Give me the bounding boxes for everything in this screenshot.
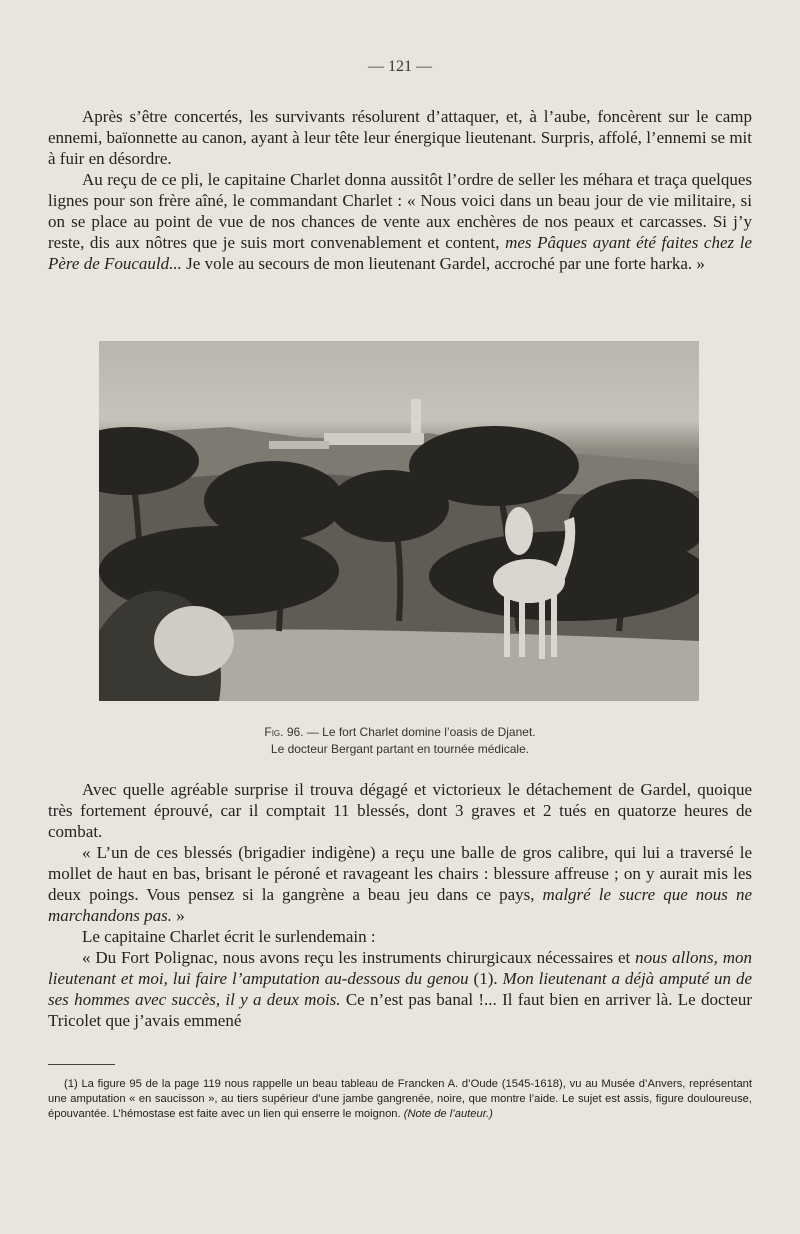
paragraph bbox=[48, 842, 752, 926]
italic-quote: mes Pâques ayant été faites chez le Père de Foucauld... bbox=[48, 233, 753, 273]
italic-text: nous allons, mon lieutenant et moi, lui faire l’amputation au-dessous du genou bbox=[48, 948, 752, 988]
footnote-paragraph bbox=[48, 1077, 752, 1122]
caption-text: — Le fort Charlet domine l’oasis de Djanet. bbox=[303, 725, 536, 739]
page-number: — 121 — bbox=[368, 58, 432, 75]
paragraph bbox=[48, 169, 752, 274]
caption-line-1 bbox=[0, 724, 800, 741]
paragraph-text: « L’un de ces blessés (brigadier indigène) a reçu une balle de gros calibre, qui lui a traversé le mollet de haut en bas, brisant le péroné et ravageant les chairs : blessure affreuse ; on y aurait mis les deux poings. Vous pensez si la gangrène a beau jeu dans ce pays, bbox=[48, 843, 752, 904]
italic-text: Mon lieutenant a déjà amputé un de ses hommes avec succès, il y a deux mois. bbox=[48, 969, 752, 1009]
figure-label: Fig. 96. bbox=[264, 725, 304, 739]
caption-line-2: Le docteur Bergant partant en tournée médicale. bbox=[270, 742, 530, 756]
bottom-text-block bbox=[48, 779, 752, 1031]
paragraph: Avec quelle agréable surprise il trouva dégagé et victorieux le détachement de Gardel, quoique très fortement éprouvé, car il comptait 11 blessés, dont 3 graves et 2 tués en quatorze heures de combat. bbox=[48, 780, 752, 841]
paragraph bbox=[48, 947, 752, 1031]
footnote-divider bbox=[48, 1064, 115, 1065]
footnote bbox=[48, 1077, 752, 1122]
paragraph-text: » bbox=[172, 906, 185, 925]
paragraph-text: Ce n’est pas banal !... Il faut bien en arriver là. Le docteur Tricolet que j’avais emmené bbox=[48, 990, 752, 1030]
figure-caption bbox=[0, 724, 800, 758]
italic-text: malgré le sucre que nous ne marchandons pas. bbox=[48, 885, 752, 925]
oasis-photograph bbox=[99, 341, 699, 701]
photo-illustration bbox=[99, 341, 699, 701]
paragraph: Après s’être concertés, les survivants résolurent d’attaquer, et, à l’aube, foncèrent sur le camp ennemi, baïonnette au canon, ayant à leur tête leur énergique lieutenant. Surpris, affolé, l’ennemi se mit à fuir en désordre. bbox=[48, 107, 752, 168]
footnote-ref: (1). bbox=[468, 969, 503, 988]
paragraph: Le capitaine Charlet écrit le surlendemain : bbox=[82, 927, 376, 946]
paragraph-text: « Du Fort Polignac, nous avons reçu les instruments chirurgicaux nécessaires et bbox=[82, 948, 636, 967]
paragraph-text: Au reçu de ce pli, le capitaine Charlet donna aussitôt l’ordre de seller les méhara et traça quelques lignes pour son frère aîné, le commandant Charlet : « Nous voici dans un beau jour de vie militaire, si on se place au point de vue de nos chances de vente aux enchères de nos peaux et carcasses. Si j’y reste, dis aux nôtres que je suis mort convenablement et content, bbox=[48, 170, 752, 252]
author-note: (Note de l’auteur.) bbox=[403, 1108, 493, 1120]
paragraph-text: Je vole au secours de mon lieutenant Gardel, accroché par une forte harka. » bbox=[181, 254, 705, 273]
footnote-text: (1) La figure 95 de la page 119 nous rappelle un beau tableau de Francken A. d’Oude (1545-1618), vu au Musée d’Anvers, représentant une amputation « en saucisson », au tiers supérieur d’une jambe gangrenée, noire, que montre l’aide. Le sujet est assis, figure douloureuse, épouvantée. L’hémostase est faite avec un lien qui enserre le moignon. bbox=[48, 1078, 752, 1120]
top-text-block bbox=[48, 106, 752, 274]
